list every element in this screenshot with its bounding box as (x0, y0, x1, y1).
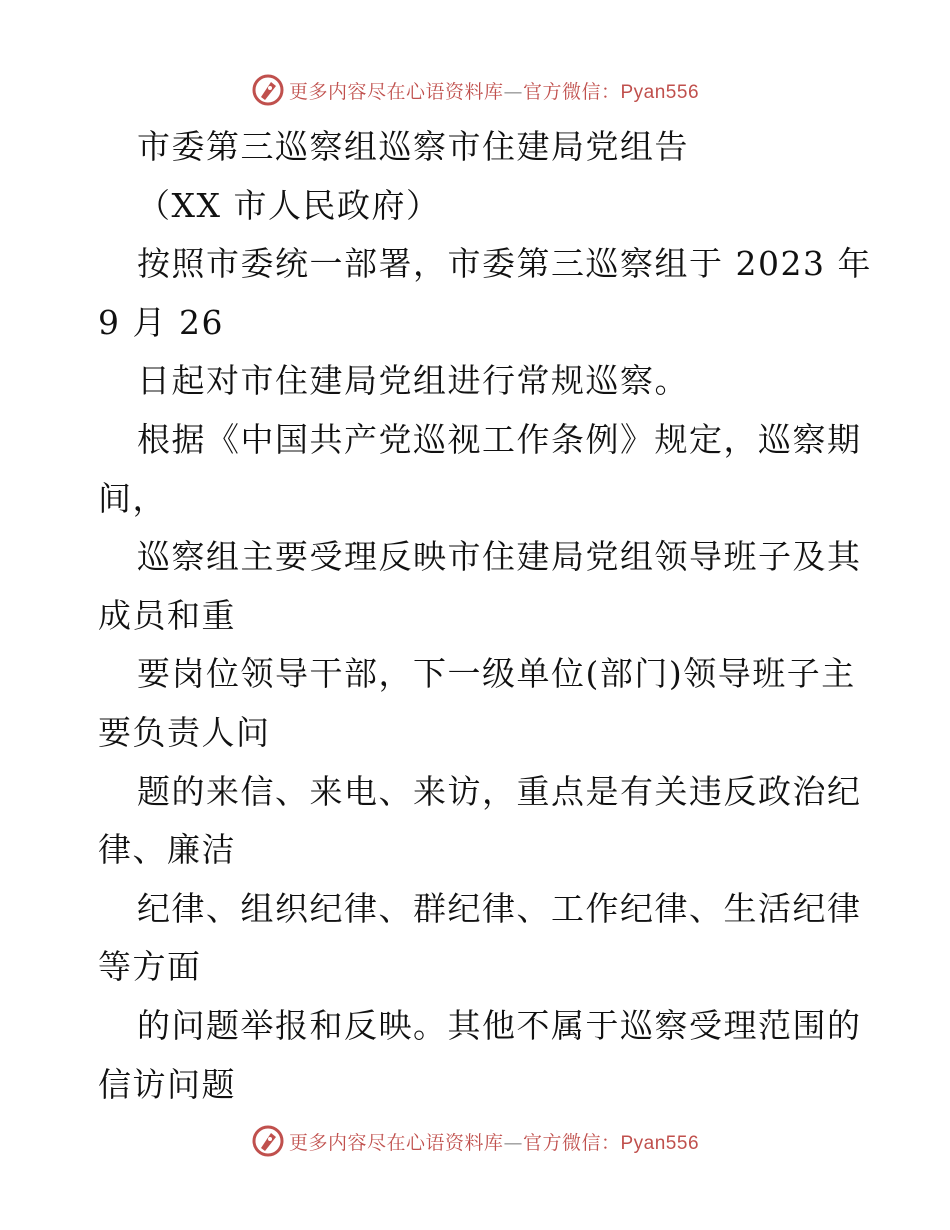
watermark-official-label: 官方微信： (522, 1131, 621, 1154)
paragraph-line: 律、廉洁 (98, 830, 236, 870)
footer-watermark (0, 1121, 950, 1161)
paragraph-line: 巡察组主要受理反映市住建局党组领导班子及其 (137, 537, 862, 577)
paragraph-line: 的问题举报和反映。其他不属于巡察受理范围的 (137, 1005, 862, 1045)
paragraph-line: 间， (98, 478, 167, 518)
watermark-dash: — (503, 1131, 523, 1154)
paragraph-line: 根据《中国共产党巡视工作条例》规定，巡察期 (137, 419, 862, 459)
paragraph-line: 9 月 26 (98, 302, 224, 342)
watermark-brand: 更多内容尽在心语资料库 (288, 1131, 504, 1154)
paragraph-line: 信访问题 (98, 1064, 236, 1104)
document-issuer: （XX 市人民政府） (137, 185, 441, 225)
document-body (98, 118, 872, 1114)
pen-nib-circle-icon (251, 1124, 285, 1158)
paragraph-line: 要岗位领导干部，下一级单位(部门)领导班子主 (137, 654, 856, 694)
paragraph-line: 等方面 (98, 947, 202, 987)
document-title: 市委第三巡察组巡察市住建局党组告 (137, 127, 689, 166)
watermark-dash: — (503, 80, 523, 103)
header-watermark (0, 70, 950, 110)
watermark-text (289, 77, 699, 104)
paragraph-line: 按照市委统一部署，市委第三巡察组于 2023 年 (137, 244, 872, 284)
pen-nib-circle-icon (251, 73, 285, 107)
watermark-wechat-id: Pyan556 (620, 81, 700, 103)
paragraph-line: 题的来信、来电、来访，重点是有关违反政治纪 (137, 771, 862, 811)
watermark-brand: 更多内容尽在心语资料库 (288, 80, 504, 103)
paragraph-line: 日起对市住建局党组进行常规巡察。 (137, 361, 689, 401)
watermark-text (289, 1128, 699, 1155)
watermark-wechat-id: Pyan556 (620, 1132, 700, 1154)
paragraph-line: 纪律、组织纪律、群纪律、工作纪律、生活纪律 (137, 888, 862, 928)
watermark-official-label: 官方微信： (522, 80, 621, 103)
paragraph-line: 成员和重 (98, 595, 236, 635)
paragraph-line: 要负责人问 (98, 712, 271, 752)
